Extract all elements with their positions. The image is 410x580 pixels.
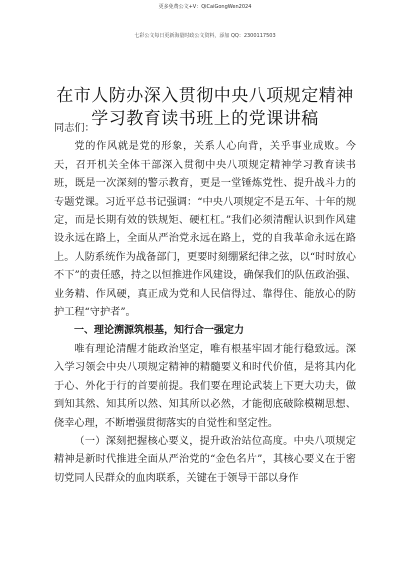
header-note: 更多免费公文+V：QiCaiGongWen2024 <box>158 4 252 10</box>
header-subnote: 七彩公文每日更新海量时政公文资料，添加 QQ：2300117503 <box>134 33 276 39</box>
document-body <box>54 120 356 488</box>
paragraph-section1-point1: （一）深刻把握核心要义，提升政治站位高度。中央八项规定精神是新时代推进全面从严治党的“金色名片”，其核心要义在于密切党同人民群众的血肉联系，关键在于领导干部以身作 <box>54 435 356 484</box>
paragraph-intro: 党的作风就是党的形象，关系人心向背，关乎事业成败。今天，召开机关全体干部深入贯彻中央八项规定精神学习教育读书班，既是一次深刻的警示教育，更是一堂锤炼党性、提升战斗力的专题党课。习近平总书记强调：“中央八项规定不是五年、十年的规定，而是长期有效的铁规矩、硬杠杠。”我们必须清醒认识到作风建设永远在路上，全面从严治党永远在路上，党的自我革命永远在路上。人防系统作为战备部门，更要时刻绷紧纪律之弦，以“时时放心不下”的责任感，持之以恒推进作风建设，确保我们的队伍政治强、业务精、作风硬，真正成为党和人民信得过、靠得住、能放心的防护工程“守护者”。 <box>54 141 356 319</box>
salutation: 同志们： <box>54 123 95 134</box>
paragraph-section1-intro: 唯有理论清醒才能政治坚定，唯有根基牢固才能行稳致远。深入学习领会中央八项规定精神的精髓要义和时代价值，是将其内化于心、外化于行的首要前提。我们要在理论武装上下更大功夫，做到知其然、知其所以然、知其所以必然，才能彻底破除模糊思想、侥幸心理，不断增强贯彻落实的自觉性和坚定性。 <box>54 343 356 429</box>
section-heading-1: 一、理论溯源筑根基，知行合一强定力 <box>74 325 244 337</box>
document-title: 在市人防办深入贯彻中央八项规定精神学习教育读书班上的党课讲稿 <box>56 86 354 130</box>
